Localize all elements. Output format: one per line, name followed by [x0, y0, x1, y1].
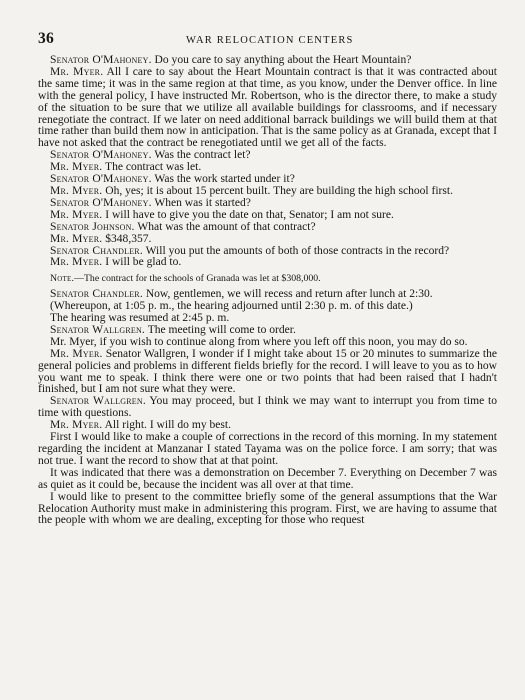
- paragraph: [38, 257, 497, 269]
- paragraph-text: Was the work started under it?: [151, 173, 295, 186]
- paragraph-text: Oh, yes; it is about 15 percent built. They are building the high school first.: [102, 184, 453, 197]
- paragraph-text: When was it started?: [151, 196, 251, 209]
- page-header: [38, 30, 497, 52]
- paragraph-text: The meeting will come to order.: [145, 323, 296, 336]
- paragraph-text: Senator Wallgren, I wonder if I might take about 15 or 20 minutes to summarize the general policies and problems in different fields briefly for the record. I will leave to you as to how you want me to speak. I think there were one or two points that had been raised that I hadn't finished, but I am not sure what they were.: [38, 347, 497, 396]
- speaker-name: Mr. Myer.: [50, 419, 103, 432]
- paragraph-text: First I would like to make a couple of corrections in the record of this morning. In my statement regarding the incident at Manzanar I stated Tayama was on the police force. I am sorry; that was not true. I want the record to show that at that point.: [38, 431, 497, 467]
- speaker-name: Mr. Myer.: [50, 65, 104, 78]
- footnote-note: [38, 273, 497, 285]
- speaker-name: Senator O'Mahoney.: [50, 196, 152, 209]
- speaker-name: Mr. Myer.: [50, 256, 103, 269]
- paragraph-text: I will have to give you the date on that, Senator; I am not sure.: [102, 208, 394, 221]
- speaker-name: Senator Chandler.: [50, 244, 143, 257]
- paragraph-text: I would like to present to the committee briefly some of the general assumptions that the War Relocation Authority must make in administering this program. First, we are having to assume that the people with whom we are dealing, excepting for those who request: [38, 490, 497, 527]
- speaker-name: Mr. Myer.: [50, 161, 103, 174]
- paragraph-text: The contract was let.: [102, 161, 202, 174]
- paragraph-text: $348,357.: [102, 232, 152, 245]
- paragraph-text: Mr. Myer, if you wish to continue along from where you left off this noon, you may do so.: [50, 335, 468, 348]
- speaker-name: Mr. Myer.: [50, 184, 103, 197]
- paragraph: [38, 432, 497, 468]
- speaker-name: Senator O'Mahoney.: [50, 149, 152, 162]
- paragraph-text: You may proceed, but I think we may want to interrupt you from time to time with questions.: [38, 395, 498, 420]
- paragraph-text: Was the contract let?: [151, 149, 251, 162]
- paragraph-group-1: [38, 55, 497, 269]
- speaker-name: Senator Wallgren.: [50, 395, 146, 408]
- paragraph-text: All right. I will do my best.: [102, 419, 231, 432]
- note-label: Note.: [50, 273, 75, 285]
- paragraph-text: All I care to say about the Heart Mountain contract is that it was contracted about the same time; it was in the same region at that time, as you know, under the Denver office. In line with the general policy, I have instructed Mr. Robertson, who is the director there, to make a study of the situation to be sure that we utilize all available buildings for classrooms, and if necessary renegotiate the contract. If we later on need additional barrack buildings we will build them at that time rather than build them now in anticipation. That is the same policy as at Granada, except that I have not asked that the contract be renegotiated until we get all of the facts.: [38, 65, 497, 150]
- speaker-name: Senator Johnson.: [50, 220, 135, 233]
- paragraph-text: What was the amount of that contract?: [134, 220, 316, 233]
- paragraph: [38, 468, 497, 492]
- speaker-name: Senator O'Mahoney.: [50, 54, 152, 66]
- paragraph-text: Now, gentlemen, we will recess and return after lunch at 2:30.: [142, 288, 433, 301]
- page-number: 36: [38, 30, 55, 47]
- running-head: WAR RELOCATION CENTERS: [186, 35, 354, 46]
- note-text: —The contract for the schools of Granada was let at $308,000.: [74, 273, 321, 285]
- speaker-name: Mr. Myer.: [50, 208, 103, 221]
- speaker-name: Mr. Myer.: [50, 232, 103, 245]
- speaker-name: Mr. Myer.: [50, 347, 103, 360]
- paragraph-text: The hearing was resumed at 2:45 p. m.: [50, 312, 230, 325]
- paragraph: [38, 67, 497, 150]
- paragraph-text: It was indicated that there was a demonstration on December 7. Everything on December 7 was as quiet as it could be, because the incident was all over at that time.: [38, 466, 497, 491]
- paragraph: [38, 349, 497, 397]
- paragraph-group-2: [38, 289, 497, 527]
- paragraph-text: Do you care to say anything about the Heart Mountain?: [151, 54, 412, 66]
- paragraph-text: Will you put the amounts of both of those contracts in the record?: [142, 244, 450, 257]
- speaker-name: Senator O'Mahoney.: [50, 173, 152, 186]
- speaker-name: Senator Chandler.: [50, 288, 143, 301]
- paragraph-text: (Whereupon, at 1:05 p. m., the hearing adjourned until 2:30 p. m. of this date.): [50, 300, 413, 313]
- paragraph-text: I will be glad to.: [102, 256, 182, 269]
- paragraph: [38, 396, 497, 420]
- body-text: [38, 55, 497, 527]
- paragraph: [38, 492, 497, 528]
- speaker-name: Senator Wallgren.: [50, 323, 146, 336]
